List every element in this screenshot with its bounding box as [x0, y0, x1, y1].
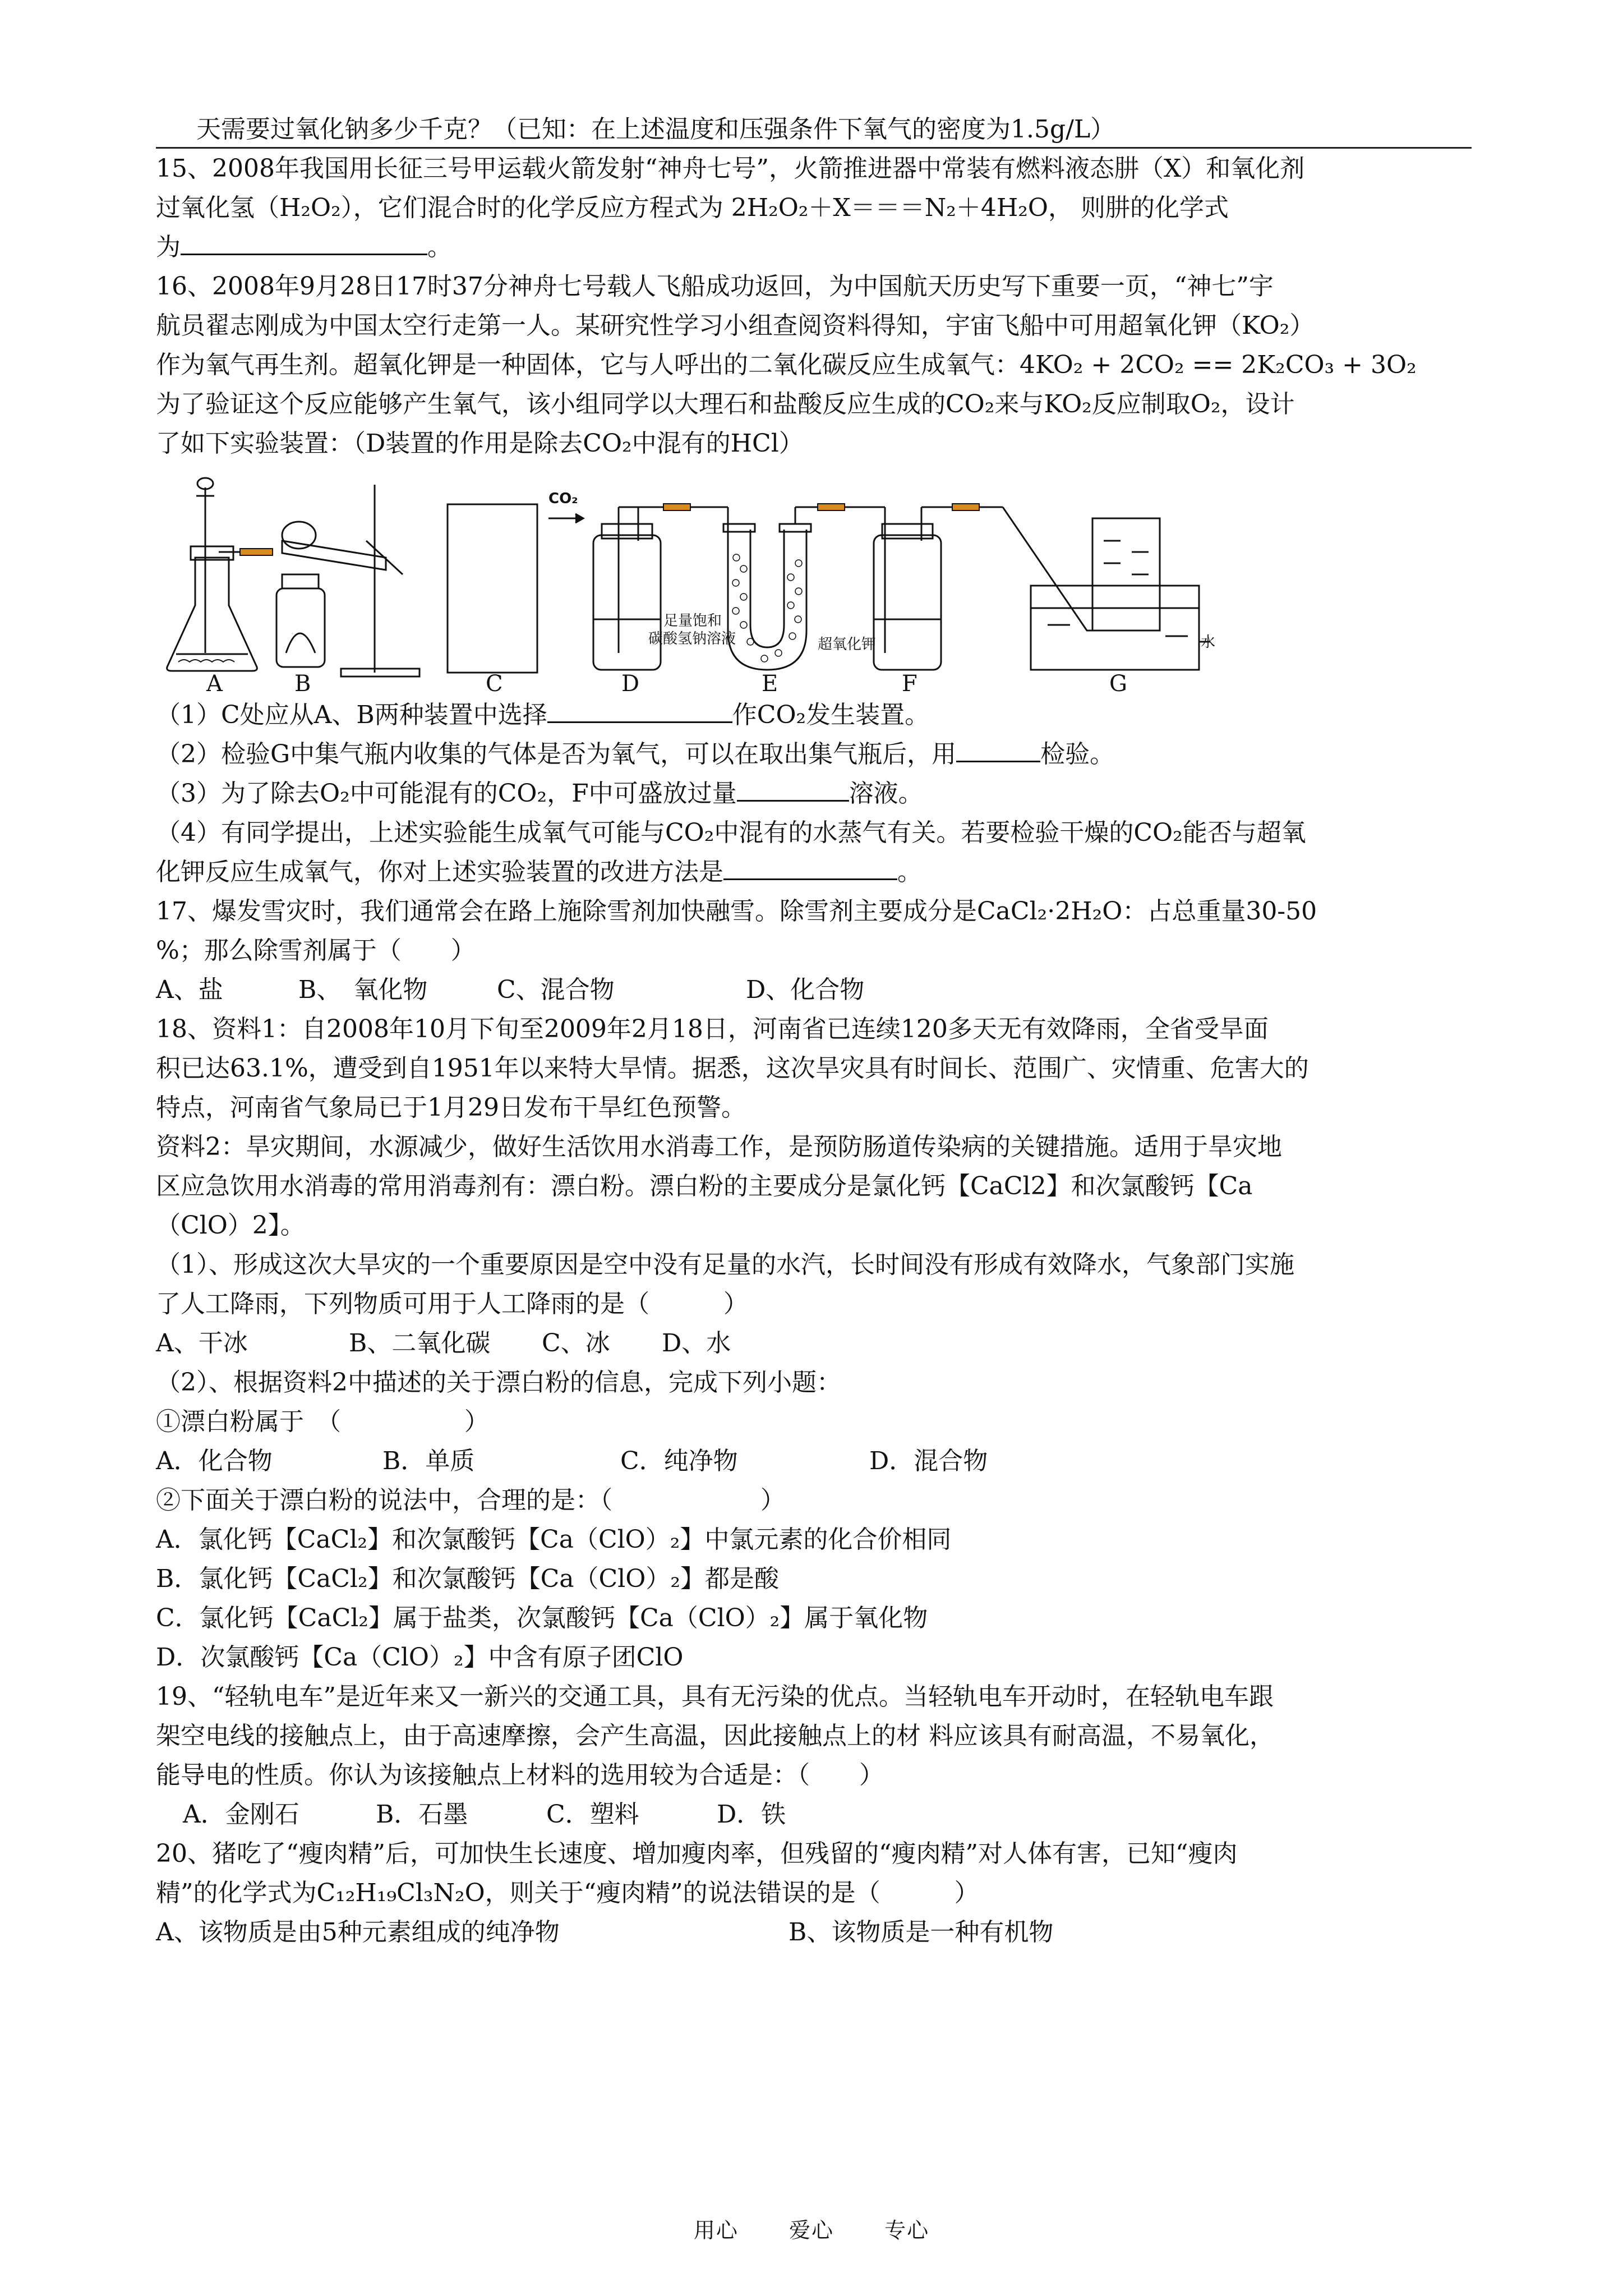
- q18-sub-2-intro: （2）、根据资料2中描述的关于漂白粉的信息，完成下列小题：: [156, 1368, 841, 1397]
- q19-line: 架空电线的接触点上，由于高速摩擦，会产生高温，因此接触点上的材 料应该具有耐高温，不易氧化，: [156, 1722, 1274, 1750]
- q16-line: 为了验证这个反应能够产生氧气，该小组同学以大理石和盐酸反应生成的CO₂来与KO₂反应制取O₂，设计: [156, 390, 1295, 418]
- q15-line-1: 15、2008年我国用长征三号甲运载火箭发射“神舟七号”，火箭推进器中常装有燃料液态肼（X）和氧化剂: [156, 154, 1305, 183]
- figure-label-f: F: [902, 671, 917, 697]
- q14-tail: 天需要过氧化钠多少千克？（已知：在上述温度和压强条件下氧气的密度为1.5g/L）: [196, 115, 1115, 144]
- apparatus-figure: [156, 473, 1221, 697]
- q15-line-2: 过氧化氢（H₂O₂），它们混合时的化学反应方程式为 2H₂O₂＋X＝＝＝N₂＋4H₂O， 则肼的化学式: [156, 194, 1229, 222]
- q18-material-1-line: 积已达63.1%，遭受到自1951年以来特大旱情。据悉，这次旱灾具有时间长、范围广、灾情重、危害大的: [156, 1054, 1309, 1083]
- q15-line-3-post: 。: [427, 233, 452, 261]
- q18-material-1-line: 特点，河南省气象局已于1月29日发布干旱红色预警。: [156, 1093, 746, 1122]
- q16-line: 16、2008年9月28日17时37分神舟七号载人飞船成功返回，为中国航天历史写下重要一页，“神七”宇: [156, 272, 1274, 301]
- q18-sub-2b-option-a[interactable]: A．氯化钙【CaCl₂】和次氯酸钙【Ca（ClO）₂】中氯元素的化合价相同: [156, 1525, 952, 1554]
- q19-option-b[interactable]: B．石墨: [376, 1800, 468, 1829]
- q15-line-3: [156, 228, 1479, 267]
- q16-sub-3-pre: （3）为了除去O₂中可能混有的CO₂，F中可盛放过量: [156, 779, 737, 808]
- apparatus-b: [276, 485, 419, 677]
- q18-sub-2b-option-c[interactable]: C．氯化钙【CaCl₂】属于盐类，次氯酸钙【Ca（ClO）₂】属于氧化物: [156, 1604, 928, 1632]
- q18-sub-2b-option-b[interactable]: B．氯化钙【CaCl₂】和次氯酸钙【Ca（ClO）₂】都是酸: [156, 1565, 779, 1593]
- q18-sub-2a-option-d[interactable]: D．混合物: [869, 1447, 988, 1475]
- q18-sub-2b-option-d[interactable]: D．次氯酸钙【Ca（ClO）₂】中含有原子团ClO: [156, 1643, 684, 1672]
- apparatus-diagram: [156, 473, 1221, 692]
- q16-sub-4-post: 。: [897, 858, 922, 886]
- figure-co2-label: CO₂: [548, 490, 578, 507]
- q17-line-2: %；那么除雪剂属于（ ）: [156, 936, 476, 965]
- q18-sub-2b: ②下面关于漂白粉的说法中，合理的是：（ ）: [156, 1486, 785, 1515]
- q18-sub-1-option-c[interactable]: C、冰: [542, 1329, 610, 1358]
- q16-sub-2-post: 检验。: [1040, 740, 1115, 769]
- q19-option-c[interactable]: C．塑料: [546, 1800, 639, 1829]
- q16-sub-1-pre: （1）C处应从A、B两种装置中选择: [156, 701, 547, 729]
- q18-sub-2a-option-a[interactable]: A．化合物: [156, 1447, 273, 1475]
- q17-option-d[interactable]: D、化合物: [746, 976, 865, 1004]
- figure-e-note: 超氧化钾: [818, 636, 877, 653]
- q16-sub-3: [156, 774, 1479, 813]
- q18-sub-1-option-d[interactable]: D、水: [662, 1329, 731, 1358]
- q18-sub-2a-options: [156, 1442, 1479, 1481]
- q18-sub-2a: ①漂白粉属于 （ ）: [156, 1407, 489, 1436]
- q16-sub-4-blank[interactable]: [723, 854, 897, 880]
- figure-label-e: E: [762, 671, 778, 697]
- q16-sub-2-pre: （2）检验G中集气瓶内收集的气体是否为氧气，可以在取出集气瓶后，用: [156, 740, 957, 769]
- q15-line-3-pre: 为: [156, 233, 181, 261]
- q16-sub-4-pre: 化钾反应生成氧气，你对上述实验装置的改进方法是: [156, 858, 723, 886]
- q16-sub-2-blank[interactable]: [956, 736, 1040, 762]
- figure-label-a: A: [206, 671, 223, 697]
- q19-line: 能导电的性质。你认为该接触点上材料的选用较为合适是：（ ）: [156, 1761, 884, 1789]
- q16-sub-2: [156, 735, 1479, 774]
- q17-option-b[interactable]: B、 氧化物: [298, 976, 428, 1004]
- footer-word: 专心: [884, 2218, 930, 2243]
- footer-word: 爱心: [789, 2218, 834, 2243]
- q19-line: 19、“轻轨电车”是近年来又一新兴的交通工具，具有无污染的优点。当轻轨电车开动时，在轻轨电车跟: [156, 1682, 1274, 1711]
- figure-label-d: D: [621, 671, 640, 697]
- question-20: [156, 1834, 1479, 1952]
- q19-option-d[interactable]: D．铁: [717, 1800, 786, 1829]
- q17-option-c[interactable]: C、混合物: [497, 976, 615, 1004]
- q16-line: 航员翟志刚成为中国太空行走第一人。某研究性学习小组查阅资料得知，宇宙飞船中可用超氧化钾（KO₂）: [156, 311, 1315, 340]
- q18-sub-1-options: [156, 1324, 1479, 1363]
- q18-sub-1-line: 了人工降雨，下列物质可用于人工降雨的是（ ）: [156, 1290, 748, 1318]
- q17-line-1: 17、爆发雪灾时，我们通常会在路上施除雪剂加快融雪。除雪剂主要成分是CaCl₂·2H₂O：占总重量30-50: [156, 897, 1317, 926]
- q16-sub-3-blank[interactable]: [737, 775, 849, 802]
- q18-sub-1-option-a[interactable]: A、干冰: [156, 1329, 248, 1358]
- q20-line: 20、猪吃了“瘦肉精”后，可加快生长速度、增加瘦肉率，但残留的“瘦肉精”对人体有害，已知“瘦肉: [156, 1839, 1238, 1868]
- footer-word: 用心: [693, 2218, 739, 2243]
- q17-option-a[interactable]: A、盐: [156, 976, 223, 1004]
- apparatus-g-trough: [1003, 507, 1210, 670]
- q16-sub-4-line-1: （4）有同学提出，上述实验能生成氧气可能与CO₂中混有的水蒸气有关。若要检验干燥的CO₂能否与超氧: [156, 818, 1306, 847]
- question-17: [156, 892, 1479, 1010]
- q16-sub-4-line-2: [156, 853, 1479, 892]
- q15-answer-blank[interactable]: [181, 229, 427, 255]
- figure-label-g: G: [1109, 671, 1127, 697]
- q18-material-2-line: （ClO）2】。: [156, 1211, 305, 1240]
- q18-sub-2a-option-b[interactable]: B．单质: [382, 1447, 475, 1475]
- q20-option-b[interactable]: B、该物质是一种有机物: [789, 1918, 1054, 1947]
- question-16: [156, 267, 1479, 892]
- question-19: [156, 1677, 1479, 1834]
- q19-option-a[interactable]: A．金刚石: [183, 1800, 299, 1829]
- question-15: [156, 149, 1479, 267]
- figure-d-note-2: 碳酸氢钠溶液: [648, 631, 736, 647]
- q16-sub-1: [156, 696, 1479, 735]
- q20-options: [156, 1913, 1479, 1952]
- figure-label-c: C: [486, 671, 503, 697]
- q18-sub-1-option-b[interactable]: B、二氧化碳: [349, 1329, 491, 1358]
- document-body: [156, 110, 1479, 1952]
- q20-line: 精”的化学式为C₁₂H₁₉Cl₃N₂O，则关于“瘦肉精”的说法错误的是（ ）: [156, 1879, 979, 1907]
- q18-sub-2a-option-c[interactable]: C．纯净物: [620, 1447, 738, 1475]
- q16-line: 作为氧气再生剂。超氧化钾是一种固体，它与人呼出的二氧化碳反应生成氧气：4KO₂ + 2CO₂ == 2K₂CO₃ + 3O₂: [156, 351, 1417, 379]
- q16-sub-3-post: 溶液。: [849, 779, 923, 808]
- figure-g-note: 水: [1201, 634, 1216, 651]
- q18-material-1-line: 18、资料1：自2008年10月下旬至2009年2月18日，河南省已连续120多天无有效降雨，全省受旱面: [156, 1015, 1269, 1043]
- figure-d-note-1: 足量饱和: [663, 613, 722, 629]
- q18-material-2-line: 区应急饮用水消毒的常用消毒剂有：漂白粉。漂白粉的主要成分是氯化钙【CaCl2】和次氯酸钙【Ca: [156, 1172, 1253, 1200]
- q20-option-a[interactable]: A、该物质是由5种元素组成的纯净物: [156, 1918, 560, 1947]
- apparatus-f-bottle: [874, 507, 1003, 670]
- q17-options: [156, 970, 1479, 1010]
- q18-material-2-line: 资料2：旱灾期间，水源减少，做好生活饮用水消毒工作，是预防肠道传染病的关键措施。适用于旱灾地: [156, 1133, 1282, 1161]
- page-footer: [0, 2213, 1623, 2244]
- apparatus-a-flask: [167, 478, 257, 671]
- apparatus-c-box: [448, 504, 537, 673]
- q19-options: [156, 1795, 1479, 1834]
- figure-label-b: B: [294, 671, 311, 697]
- q18-sub-1-line: （1）、形成这次大旱灾的一个重要原因是空中没有足量的水汽，长时间没有形成有效降水，气象部门实施: [156, 1250, 1294, 1279]
- question-18: [156, 1010, 1479, 1677]
- q16-sub-1-post: 作CO₂发生装置。: [732, 701, 930, 729]
- q16-sub-1-blank[interactable]: [547, 697, 732, 723]
- q16-line: 了如下实验装置：（D装置的作用是除去CO₂中混有的HCl）: [156, 429, 804, 458]
